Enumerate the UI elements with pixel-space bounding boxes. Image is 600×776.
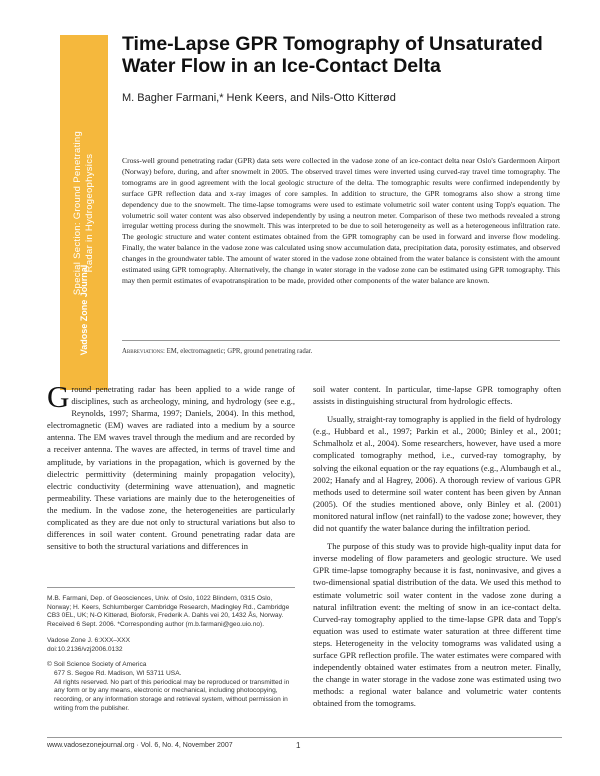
copyright-note: [47, 661, 295, 713]
abbreviations-text: EM, electromagnetic; GPR, ground penetrating radar.: [166, 348, 313, 355]
copyright-line1: © Soil Science Society of America: [47, 661, 147, 669]
left-column: [47, 379, 295, 552]
purpose-paragraph: The purpose of this study was to provide high-quality input data for inverse modeling of flow parameters and geologic structure. We used GPR time-lapse tomography because it is fast, noninvasive, and gives a two-dimensional spatial distribution of the data. We used this method to estimate volumetric soil water content in the vadose zone during a natural infiltration event: the melting of snow in an ice-contact delta. Curved-ray tomography applied to the time-lapse GPR data and Topp's equation was used to estimate water saturation at three different time steps. Heterogeneity in the velocity tomograms was validated using a surface GPR reflection profile. The water estimates were compared with independently obtained water estimates from a neutron meter. Finally, the change in water storage in the vadose zone was estimated using two methods: a regional water balance and volumetric water contents obtained from the tomograms.: [313, 541, 561, 709]
citation-note: [47, 637, 295, 654]
drop-cap: G: [47, 379, 70, 414]
page-number: 1: [296, 741, 301, 750]
intro-paragraph: [47, 379, 295, 552]
copyright-rights: All rights reserved. No part of this periodical may be reproduced or transmitted in any form or by any means, electronic or mechanical, including photocopying, recording, or any information storage and retrieval system, without permission in writing from the publisher.: [54, 678, 290, 712]
footnote-divider: [47, 587, 295, 588]
citation-line1: Vadose Zone J. 6:XXX–XXX: [47, 636, 131, 644]
abbreviations-label: Abbreviations:: [122, 348, 165, 355]
affiliation-note: M.B. Farmani, Dep. of Geosciences, Univ. of Oslo, 1022 Blindern, 0315 Oslo, Norway; H. Keers, Schlumberger Cambridge Research, Madingley Rd., Cambridge CB3 0EL, UK; N-O Kitterød, Bioforsk, Frederik A. Dahls vei 20, 1432 Ås, Norway. Received 6 Sept. 2006. *Corresponding author (m.b.farmani@geo.uio.no).: [47, 595, 290, 629]
footer-journal-info: www.vadosezonejournal.org · Vol. 6, No. 4, November 2007: [47, 742, 233, 749]
special-section-line1: Special Section: Ground Penetrating: [72, 130, 83, 295]
tomography-paragraph: Usually, straight-ray tomography is applied in the field of hydrology (e.g., Hubbard et al., 1997; Parkin et al., 2000; Binley et al., 2001; Schmalholz et al., 2004). Some researchers, however, have used a more complicated tomography method, i.e., curved-ray tomography, by solving the eikonal equation or the ray equations (e.g., Alumbaugh et al., 2002; Hanafy and al Hagrey, 2006). A thorough review of various GPR methods used to determine soil water content has been given by Annan (2005). Of the studies mentioned above, only Binley et al. (2001) monitored natural inflow (net rainfall) to the vadose zone; however, they did not quantify the water balance during the infiltration period.: [313, 414, 561, 534]
article-title: Time-Lapse GPR Tomography of Unsaturated Water Flow in an Ice-Contact Delta: [122, 33, 543, 77]
intro-paragraph-text: round penetrating radar has been applied to a wide range of disciplines, such as archeology, mining, and hydrology (see e.g., Reynolds, 1997; Sharma, 1997; Daniels, 2004). In this method, electromagnetic (EM) waves are radiated into a medium by a source antenna. The EM waves travel through the medium and are recorded by a receiver antenna. The waves are affected, in terms of travel time and amplitude, by variations in the propagation, which is governed by the dielectric permittivity (determining mainly propagation velocity), electric conductivity (determining wave attenuation), and magnetic permeability. These variations are mainly due to the heterogeneities of the medium. In the vadose zone, the heterogeneities are particularly complicated as they are due not only to structural variations but also to differences in soil water content. Ground penetrating radar data are sensitive to both the structural variations and differences in: [47, 384, 295, 552]
citation-doi: doi:10.2136/vzj2006.0132: [47, 645, 123, 653]
abstract: Cross-well ground penetrating radar (GPR) data sets were collected in the vadose zone of an ice-contact delta near Oslo's Gardermoen Airport (Norway) before, during, and after snowmelt in 2005. The observed travel times were inverted using curved-ray travel time tomography. The tomograms are in good agreement with the local geologic structure of the delta. The tomographic results were confirmed independently by surface GPR reflection data and x-ray images of core samples. In addition to structure, the GPR tomograms also show a strong time dependency due to the snowmelt. The time-lapse tomograms were used to estimate volumetric soil water content using Topp's equation. The volumetric soil water content was also observed independently by using a neutron meter. Comparison of these two methods revealed a strong irregular wetting process during the snowmelt. This was interpreted to be due to soil heterogeneity as well as a heterogeneous infiltration rate. The geologic structure and water content estimates obtained from the GPR tomography can be used in forward and inverse flow modeling. Finally, the water balance in the vadose zone was calculated using snow accumulation data, precipitation data, porosity estimates, and observed changes in the groundwater table. The amount of water stored in the vadose zone obtained from the water balance is consistent with the amount estimated using GPR tomography. Alternatively, the change in water storage in the vadose zone can be estimated using GPR tomography. This may then permit estimates of evapotranspiration to be made, provided other components of the water balance are known.: [122, 156, 560, 285]
abbreviations: [122, 348, 560, 355]
footer-divider: [47, 737, 562, 738]
author-list: M. Bagher Farmani,* Henk Keers, and Nils-Otto Kitterød: [122, 92, 396, 104]
special-section-line2: Radar in Hydrogeophysics: [84, 153, 95, 272]
continued-paragraph: soil water content. In particular, time-lapse GPR tomography often assists in distinguishing structural from hydrologic effects.: [313, 384, 561, 407]
copyright-address: 677 S. Segoe Rd. Madison, WI 53711 USA.: [54, 669, 182, 677]
journal-name-label: Vadose Zone Journal: [79, 264, 89, 356]
right-column: [313, 383, 561, 709]
footnotes: [47, 587, 295, 713]
abbreviations-divider: [122, 340, 560, 341]
